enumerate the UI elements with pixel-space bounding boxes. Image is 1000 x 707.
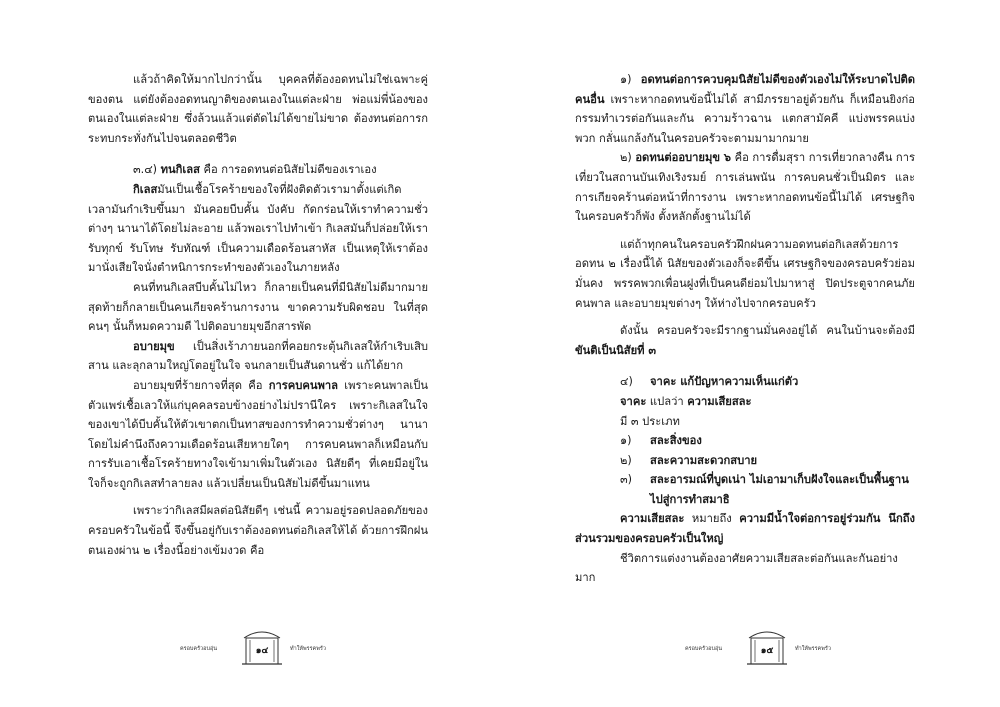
heading-number: ๔) [620,375,633,389]
abayamuk-text: เป็นสิ่งเร้าภายนอกที่คอยกระตุ้นกิเลสให้กำเริบเสิบสาน และลุกลามใหญ่โตอยู่ในใจ จนกลายเป็นสันดานชั่ว แก้ได้ยาก [88,339,428,373]
paragraph: แล้วถ้าคิดให้มากไปกว่านั้น บุคคลที่ต้องอดทนไม่ใช่เฉพาะคู่ของตน แต่ยังต้องอดทนญาติของตนเองในแต่ละฝ่าย พ่อแม่พี่น้องของตนเองในแต่ละฝ่าย ซึ่งล้วนแล้วแต่ตัดไม่ได้ขายไม่ขาด ต้องทนต่อการกระทบกระทั่งกันไปจนตลอดชีวิต [88,73,428,145]
definition-meaning: ความมีน้ำใจต่อการอยู่ร่วมกัน นึกถึงส่วนรวมของครอบครัวเป็นใหญ่ [575,512,915,546]
item-bold: อดทนต่อการควบคุมนิสัยไม่ดีของตัวเองไม่ให้ระบาดไปติดคนอื่น [575,73,915,106]
list-item-endure-habits [575,70,915,148]
footer-book-title: ครอบครัวอบอุ่น [685,646,723,652]
term-kilesa: กิเลส [133,182,158,196]
item-number: ๑) [620,434,632,448]
section-heading [88,160,428,180]
item-text: คือ การดื่มสุรา การเที่ยวกลางคืน การเที่ยวในสถานบันเทิงเริงรมย์ การเล่นพนัน การคบคนชั่วเป็นมิตร และการเกียจคร้านต่อหน้าที่การงาน เพราะหากอดทนข้อนี้ไม่ได้ เศรษฐกิจในครอบครัวก็พัง ตั้งหลักตั้งฐานไม่ได้ [575,151,915,224]
sacrifice-types-list [575,431,915,509]
paragraph-abayamuk [88,337,428,376]
page-footer [685,628,865,668]
types-intro: มี ๓ ประเภท [620,414,680,428]
term-sacrifice: ความเสียสละ [620,512,685,526]
section-number: ๓.๔) [133,163,158,177]
item-text: สละสิ่งของ [650,434,702,448]
item-number: ๒) [620,151,632,165]
definition-mid: แปลว่า [646,394,688,408]
list-item [575,470,915,509]
paragraph-worst [88,376,428,494]
conclusion-text: ดังนั้น ครอบครัวจะมีรากฐานมั่นคงอยู่ได้ คนในบ้านจะต้องมี [620,324,915,338]
sacrifice-definition [575,509,915,548]
right-page [500,0,1000,707]
item-bold: อดทนต่ออบายมุข ๖ [635,151,732,165]
conclusion-bold: ขันติเป็นนิสัยที่ ๓ [575,343,657,357]
term-abayamuk: อบายมุข [133,339,175,353]
page-footer [180,628,360,668]
term-chaga: จาคะ [620,394,647,408]
page-number: ๑๔ [255,646,269,656]
right-text-column [575,70,915,588]
list-item [575,431,915,451]
item-number: ๑) [620,73,632,86]
kilesa-text: มันเป็นเชื้อโรคร้ายของใจที่ฝังติดตัวเรามาตั้งแต่เกิด เวลามันกำเริบขึ้นมา มันคอยบีบคั้น บังคับ กัดกร่อนให้เราทำความชั่วต่างๆ นานาได้โดยไม่ละอาย แล้วพอเราไปทำเข้า กิเลสมันก็ปล่อยให้เรารับทุกข์ รับโทษ รับทัณฑ์ เป็นความเดือดร้อนสาหัส เป็นเหตุให้เราต้องมานั่งเสียใจนั่งตำหนิการกระทำของตัวเองในภายหลัง [88,182,428,275]
worst-after: เพราะคนพาลเป็นตัวแพร่เชื้อเลวให้แก่บุคคลรอบข้างอย่างไม่ปรานีใคร เพราะกิเลสในใจของเขาได้บีบคั้นให้ตัวเขาตกเป็นทาสของการทำความชั่วต่างๆ นานาโดยไม่คำนึงถึงความเดือดร้อนเสียหายใดๆ การคบคนพาลก็เหมือนกับการรับเอาเชื้อโรคร้ายทางใจเข้ามาเพิ่มในตัวเอง นิสัยดีๆ ที่เคยมีอยู่ในใจก็จะถูกกิเลสทำลายลง แล้วเปลี่ยนเป็นนิสัยไม่ดีขึ้นมาแทน [88,378,428,490]
worst-before: อบายมุขที่ร้ายกาจที่สุด คือ [133,378,269,392]
paragraph-conclusion [575,321,915,360]
chaga-heading [575,372,915,392]
heading-text: จาคะ แก้ปัญหาความเห็นแก่ตัว [650,375,799,389]
definition-mid: หมายถึง [684,512,740,526]
definition-meaning: ความเสียสละ [687,394,752,408]
term-bad-company: การคบคนพาล [268,378,339,392]
page-number: ๑๕ [760,646,774,656]
paragraph: เพราะว่ากิเลสมีผลต่อนิสัยดีๆ เช่นนี้ ความอยู่รอดปลอดภัยของครอบครัวในข้อนี้ จึงขึ้นอยู่กับเราต้องอดทนต่อกิเลสให้ได้ ด้วยการฝึกฝนตนเองผ่าน ๒ เรื่องนี้อย่างเข้มงวด คือ [88,504,428,557]
paragraph: คนที่ทนกิเลสบีบคั้นไม่ไหว ก็กลายเป็นคนที่มีนิสัยไม่ดีมากมาย สุดท้ายก็กลายเป็นคนเกียจคร้านการงาน ขาดความรับผิดชอบ ในที่สุดคนๆ นั้นก็หมดความดี ไปติดอบายมุขอีกสารพัด [88,280,428,334]
paragraph: ชีวิตการแต่งงานต้องอาศัยความเสียสละต่อกันและกันอย่างมาก [575,551,898,585]
footer-chapter-title: ทำให้พรรคพรัว [290,646,326,652]
section-title: ทนกิเลส [160,163,200,177]
footer-chapter-title: ทำให้พรรคพรัว [795,646,831,652]
footer-book-title: ครอบครัวอบอุ่น [180,646,218,652]
paragraph-kilesa [88,180,428,278]
list-item-endure-vices [575,148,915,226]
paragraph: แต่ถ้าทุกคนในครอบครัวฝึกฝนความอดทนต่อกิเลสด้วยการอดทน ๒ เรื่องนี้ได้ นิสัยของตัวเองก็จะดีขึ้น เศรษฐกิจของครอบครัวย่อมมั่นคง พรรคพวกเพื่อนฝูงที่เป็นคนดีย่อมไปมาหาสู่ ปิดประตูจากคนภัย คนพาล และอบายมุขต่างๆ ให้ห่างไปจากครอบครัว [575,237,915,310]
item-number: ๓) [620,473,633,487]
item-text: สละความสะดวกสบาย [650,453,758,467]
item-text: สละอารมณ์ที่บูดเน่า ไม่เอามาเก็บฝังใจและเป็นพื้นฐานไปสู่การทำสมาธิ [650,473,909,506]
left-text-column [88,70,428,560]
list-item [575,451,915,471]
item-text: เพราะหากอดทนข้อนี้ไม่ได้ สามีภรรยาอยู่ด้วยกัน ก็เหมือนยิงก่อกรรมทำเวรต่อกันและกัน ความร้าวฉาน แตกสามัคคี แบ่งพรรคแบ่งพวก กลั่นแกล้งกันในครอบครัวจะตามมามากมาย [575,92,915,145]
section-rest: คือ การอดทนต่อนิสัยไม่ดีของเราเอง [199,163,377,177]
item-number: ๒) [620,453,632,467]
chaga-definition [575,392,915,412]
